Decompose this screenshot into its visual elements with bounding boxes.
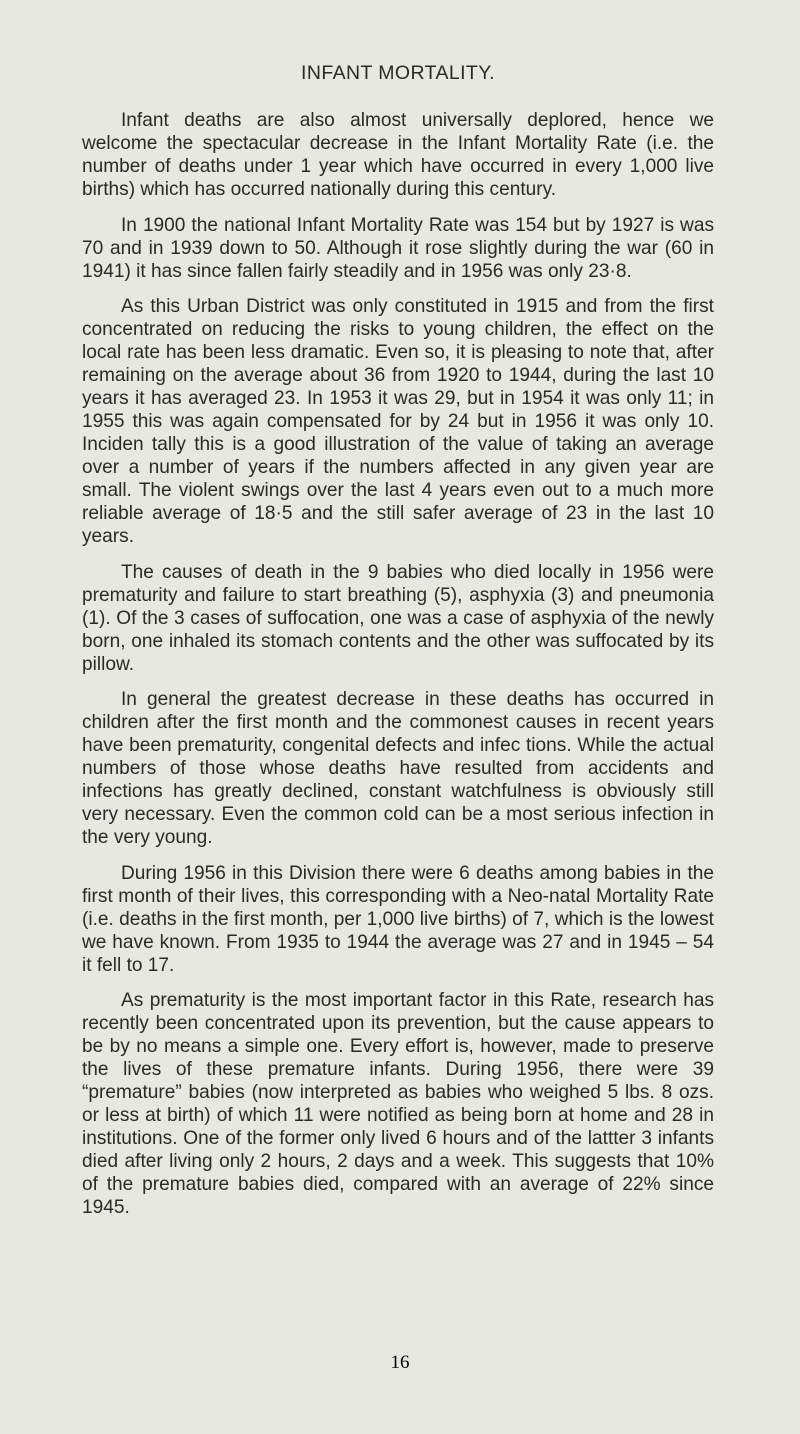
page-title: INFANT MORTALITY.	[301, 62, 495, 84]
paragraph-prematurity: As prematurity is the most important factor in this Rate, research has recently been concentrated upon its prevention, but the cause appears to be by no means a simple one. Every effort is, however, made to preserve the lives of these premature infants. During 1956, there were 39 “premature” babies (now interpreted as babies who weighed 5 lbs. 8 ozs. or less at birth) of which 11 were notified as being born at home and 28 in institutions. One of the former only lived 6 hours and of the lattter 3 infants died after living only 2 hours, 2 days and a week. This suggests that 10% of the premature babies died, compared with an average of 22% since 1945.	[82, 990, 714, 1218]
paragraph-neo-natal: During 1956 in this Division there were 6 deaths among babies in the first month of their lives, this corresponding with a Neo-natal Mortality Rate (i.e. deaths in the first month, per 1,000 live births) of 7, which is the lowest we have known. From 1935 to 1944 the average was 27 and in 1945 – 54 it fell to 17.	[82, 862, 714, 976]
paragraph-national-rate: In 1900 the national Infant Mortality Rate was 154 but by 1927 is was 70 and in 1939 down to 50. Although it rose slightly during the war (60 in 1941) it has since fallen fairly steadily and in 1956 was only 23·8.	[82, 214, 714, 282]
paragraph-intro: Infant deaths are also almost universally deplored, hence we welcome the spectacular decrease in the Infant Mortality Rate (i.e. the number of deaths under 1 year which have occurred in every 1,000 live births) which has occurred nationally during this century.	[82, 110, 714, 200]
paragraph-general-decrease: In general the greatest decrease in these deaths has occurred in children after the first month and the commonest causes in recent years have been prematurity, congenital defects and infec tions. While the actual numbers of those whose deaths have resulted from accidents and infections has greatly declined, constant watchfulness is obviously still very necessary. Even the common cold can be a most serious infection in the very young.	[82, 689, 714, 848]
paragraph-local-rate: As this Urban District was only constituted in 1915 and from the first concentrated on reducing the risks to young children, the effect on the local rate has been less dramatic. Even so, it is pleasing to note that, after remaining on the average about 36 from 1920 to 1944, during the last 10 years it has averaged 23. In 1953 it was 29, but in 1954 it was only 11; in 1955 this was again compensated for by 24 but in 1956 it was only 10. Inciden tally this is a good illustration of the value of taking an average over a number of years if the numbers affected in any given year are small. The violent swings over the last 4 years even out to a much more reliable average of 18·5 and the still safer average of 23 in the last 10 years.	[82, 296, 714, 547]
page-number: 16	[390, 1352, 410, 1373]
paragraph-causes-of-death: The causes of death in the 9 babies who died locally in 1956 were prematurity and failure to start breathing (5), asphyxia (3) and pneumonia (1). Of the 3 cases of suffocation, one was a case of asphyxia of the newly born, one inhaled its stomach contents and the other was suffocated by its pillow.	[82, 561, 714, 675]
